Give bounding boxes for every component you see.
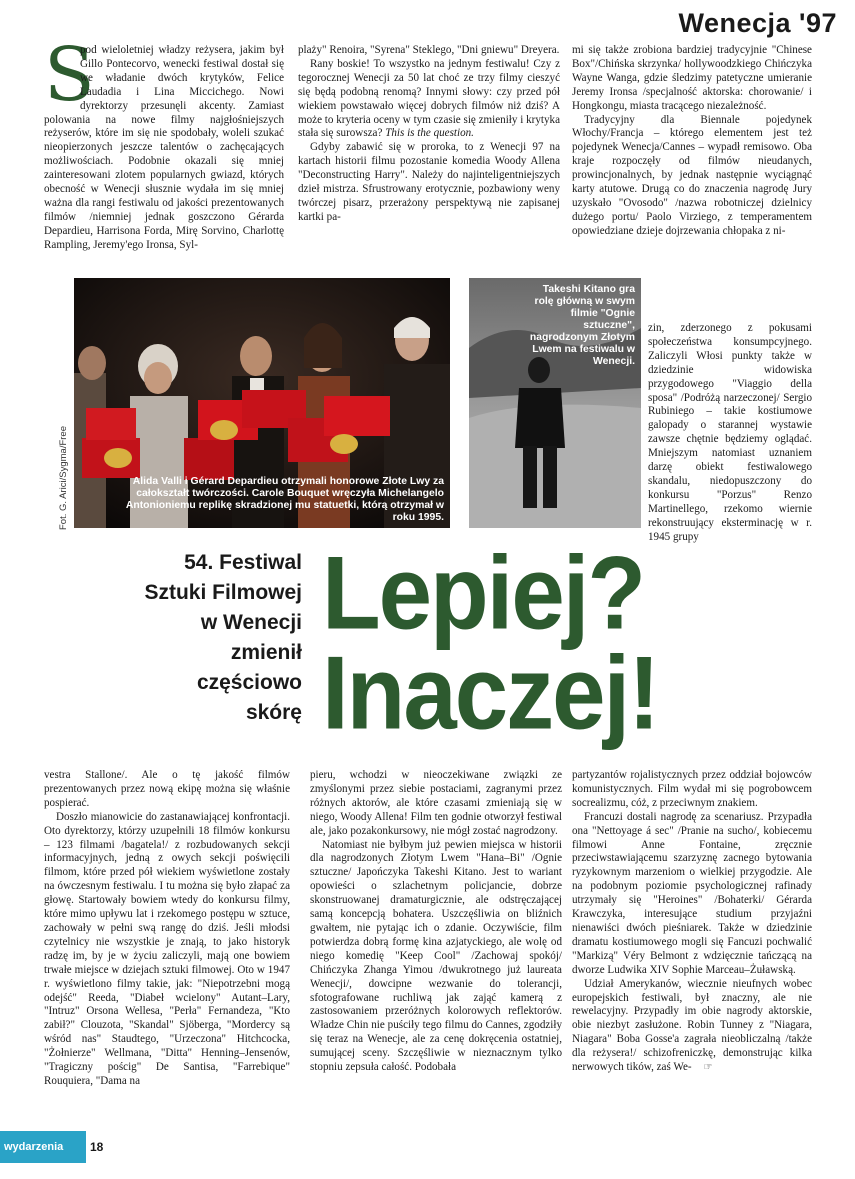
- paragraph: partyzantów rojalistycznych przez oddział bojowców komunistycznych. Film wydał mi się pogrobowcem socrealizmu, cóż, z przeciwnym znakiem.: [572, 769, 812, 809]
- paragraph: pieru, wchodzi w nieoczekiwane związki ze zmyślonymi przez siebie postaciami, zagranymi przez różnych aktorów, ale które czasami zmieniają się w niego, Woody Allena! Film ten godnie otworzył festiwal ale, jako pozakonkursowy, nie mógł zostać nagrodzony.: [310, 769, 562, 837]
- awards-photo: [74, 278, 450, 528]
- paragraph: Natomiast nie byłbym już pewien miejsca w historii dla nagrodzonych Złotym Lwem "Hana–Bi" /Ognie sztuczne/ Japończyka Takeshi Kitano. Jest to wariant opowieści o szlachetnym policjancie, dobrze skonstruowanej dramaturgicznie, ale odstręczającej samą koncepcją bohatera. Uszczęśliwia on bliźnich gwałtem, nie pytając ich o zdanie. Oczywiście, film potwierdza dobrą formę kina azjatyckiego, ale wolę od niego komedię "Keep Cool" /Zachowaj spokój/ Chińczyka Zhanga Yimou /dwukrotnego już laureata Wenecji/, dowcipne wezwanie do tolerancji, sfotografowane ruchliwą jak zająć kamerą z zastosowaniem przeróżnych kolorowych reflektorów. Władze Chin nie puściły tego filmu do Cannes, zgodziły się teraz na Wenecje, ale za cenę dokręcenia ostatniej, sumującej sceny. Szczęśliwie w nieznacznym tylko stopniu zepsuła całość. Podobała: [310, 838, 562, 1074]
- drop-cap: S: [44, 32, 95, 118]
- middle-column-3: [648, 322, 812, 545]
- paragraph: zin, zderzonego z pokusami społeczeństwa konsumpcyjnego. Zaliczyli Włosi punkty także w dziedzinie widowiska przygodowego "Viaggio della sposa" /Podróżą narzeczonej/ Sergio Rubiniego – takie kostiumowe galopady o starannej wystawie zawsze chętnie będziemy oglądać. Mniejszym natomiast uznaniem darzę obiekt festiwalowego skandalu, niedopuszczony do konkursu "Porzus" Renzo Martinellego, rzekomo wiernie rekonstruujący eksterminację w r. 1945 grupy: [648, 322, 812, 543]
- article-subtitle: 54. Festiwal Sztuki Filmowej w Wenecji zmienił częściowo skórę: [144, 551, 302, 724]
- article-title-line-1: Lepiej?: [322, 535, 645, 652]
- paragraph: pod wieloletniej władzy reżysera, jakim był Gillo Pontecorvo, wenecki festiwal dostał się we władanie dwóch krytyków, Felice Laudadia i Lina Miccichego. Nowi dyrektorzy przesunęli akcenty. Zamiast polowania na nowe filmy najgłośniejszych reżyserów, które im się nie spodobały, woleli szukać nieopierzonych jeszcze talentów o zachęcających możliwościach. Podobnie okazali się mniej zainteresowani zlotem popularnych gwiazd, których obecność w Wenecji słusznie wydała im się mniej ważna dla rangi festiwalu od jakości prezentowanych filmów /niemniej jednak goszczono Gérarda Depardieu, Harrisona Forda, Mirę Sorvino, Charlottę Rampling, Jeremy'ego Ironsa, Syl-: [44, 44, 284, 251]
- page-number: 18: [90, 1140, 104, 1154]
- photo-caption: Takeshi Kitano gra rolę główną w swym filmie "Ognie sztuczne", nagrodzonym Złotym Lwem na festiwalu w Wenecji.: [529, 284, 635, 367]
- paragraph: Doszło mianowicie do zastanawiającej konfrontacji. Oto dyrektorzy, którzy uzupełnili 18 filmów konkursu – 123 filmami /bagatela!/ z rozbudowanych sekcji informacyjnych, jedną z owych sekcji poświęcili filmom, które przed pół wiekiem wyświetlone zostały na ówczesnym festiwalu. I tu można się było złapać za głowę. Startowały bowiem wtedy do konkursu filmy, które mimo upływu lat i rzekomego postępu w sztuce, zachowały w pełni swą rangę do dziś. Jeśli młodsi czytelnicy nie wszystkie je znają, to jako historyk radzę im, by je w życiu zaliczyli, mają one bowiem trwałe miejsce w dziejach sztuki filmowej. Oto w 1947 r. wyświetlono filmy takie, jak: "Niepotrzebni mogą odejść" Reeda, "Diabeł wcielony" Autant–Lary, "Intruz" Orsona Wellesa, "Perła" Fernandeza, "Kto zabił?" Clouzota, "Skandal" Sjöberga, "Mordercy są wśród nas" Staudtego, "Urzeczona" Hitchcocka, "Żołnierze" Wellmana, "Ditta" Henning–Jensenów, "Tragiczny pościg" De Santisa, "Farrebique" Rouquiera, "Dama na: [44, 810, 290, 1087]
- section-title: Wenecja '97: [678, 8, 837, 38]
- top-column-3: [572, 44, 812, 239]
- top-column-2: [298, 44, 560, 225]
- paragraph: mi się także zrobiona bardziej tradycyjnie "Chinese Box"/Chińska skrzynka/ hollywoodzkiego Chińczyka Wayne Wanga, gdzie śledzimy patetyczne umieranie Jeremy Ironsa /specjalność aktorska: chorowanie/ i Hongkongu, miasta tracącego niezależność.: [572, 44, 812, 112]
- kitano-photo: [469, 278, 641, 528]
- bottom-column-1: [44, 769, 290, 1089]
- hand-pointing-right-icon: ☞: [703, 1062, 713, 1074]
- paragraph: Udział Amerykanów, wiecznie nieufnych wobec europejskich festiwali, był znaczny, ale nie rewelacyjny. Przypadły im obie nagrody aktorskie, obie niezbyt zasłużone. Robin Tunney z "Niagara, Niagara" Boba Gosse'a zagrała nieobliczalną /także dla reżysera!/ schizofreniczkę, demonstrując kilka nerwowych tików, zaś We- ☞: [572, 977, 812, 1074]
- top-column-1: [44, 32, 284, 253]
- article-title-line-2: Inaczej!: [322, 635, 659, 752]
- photo-caption: Alida Valli i Gérard Depardieu otrzymali honorowe Złote Lwy za całokształt twórczości. Carole Bouquet wręczyła Michelangelo Antonioniemu replikę skradzionej mu statuetki, którą otrzymał w roku 1995.: [125, 476, 444, 523]
- paragraph: Rany boskie! To wszystko na jednym festiwalu! Czy z tegorocznej Wenecji za 50 lat choć ze trzy filmy cieszyć się będą podobną renomą? Innymi słowy: czy przed pół wiekiem powstawało więcej dobrych filmów niż dziś? A może to kryteria oceny w tym czasie się zmieniły i krytyka stała się surowsza? This is the question.: [298, 57, 560, 140]
- footer-section-label: wydarzenia: [0, 1131, 86, 1163]
- bottom-column-2: [310, 769, 562, 1075]
- paragraph: vestra Stallone/. Ale o tę jakość filmów prezentowanych przez nową ekipę można się właśnie pospierać.: [44, 769, 290, 809]
- bottom-column-3: [572, 769, 812, 1075]
- italic-phrase: This is the question.: [385, 127, 474, 140]
- paragraph: Francuzi dostali nagrodę za scenariusz. Przypadła ona "Nettoyage á sec" /Pranie na sucho/, kobiecemu filmowi Anne Fontaine, zręcznie przeciwstawiającemu szarzyznę zacnego bytowania ryzykownym marzeniom o wielkiej przygodzie. Ale na podobnym poziomie psychologicznej rafinady utrzymały się "Heroines" /Bohaterki/ Gérarda Krawczyka, interesujące studium przyjaźni nienawiści dwóch pieśniarek. Także w dziedzinie dramatu kostiumowego mogli się Fancuzi pochwalić "Markizą" Véry Belmont z wdzięcznie tańczącą na dworze Ludwika XIV Sophie Marceau–Żuławską.: [572, 810, 812, 976]
- photo-credit: Fot. G. Arici/Sygma/Free: [58, 426, 69, 530]
- paragraph: Tradycyjny dla Biennale pojedynek Włochy/Francja – którego elementem jest też pojedynek Wenecja/Cannes – wypadł remisowo. Oba kraje rozpoczęły od filmów nieudanych, prowincjonalnych, by jednak następnie wyciągnąć karty atutowe. Drugą co do znaczenia nagrodę Jury uzyskało "Ovosodo" /nazwa robotniczej dzielnicy dużego portu/ Paolo Virziego, z temperamentem opowiedziane dzieje dojrzewania chłopaka z ni-: [572, 113, 812, 237]
- paragraph: Gdyby zabawić się w proroka, to z Wenecji 97 na kartach historii filmu pozostanie komedia Woody Allena "Deconstructing Harry". Należy do najinteligentniejszych dzieł mistrza. Sfrustrowany erotycznie, pozbawiony weny twórczej pisarz, przerażony perspektywą nie zapisanej kartki pa-: [298, 141, 560, 223]
- paragraph: plaży" Renoira, "Syrena" Steklego, "Dni gniewu" Dreyera.: [298, 44, 560, 56]
